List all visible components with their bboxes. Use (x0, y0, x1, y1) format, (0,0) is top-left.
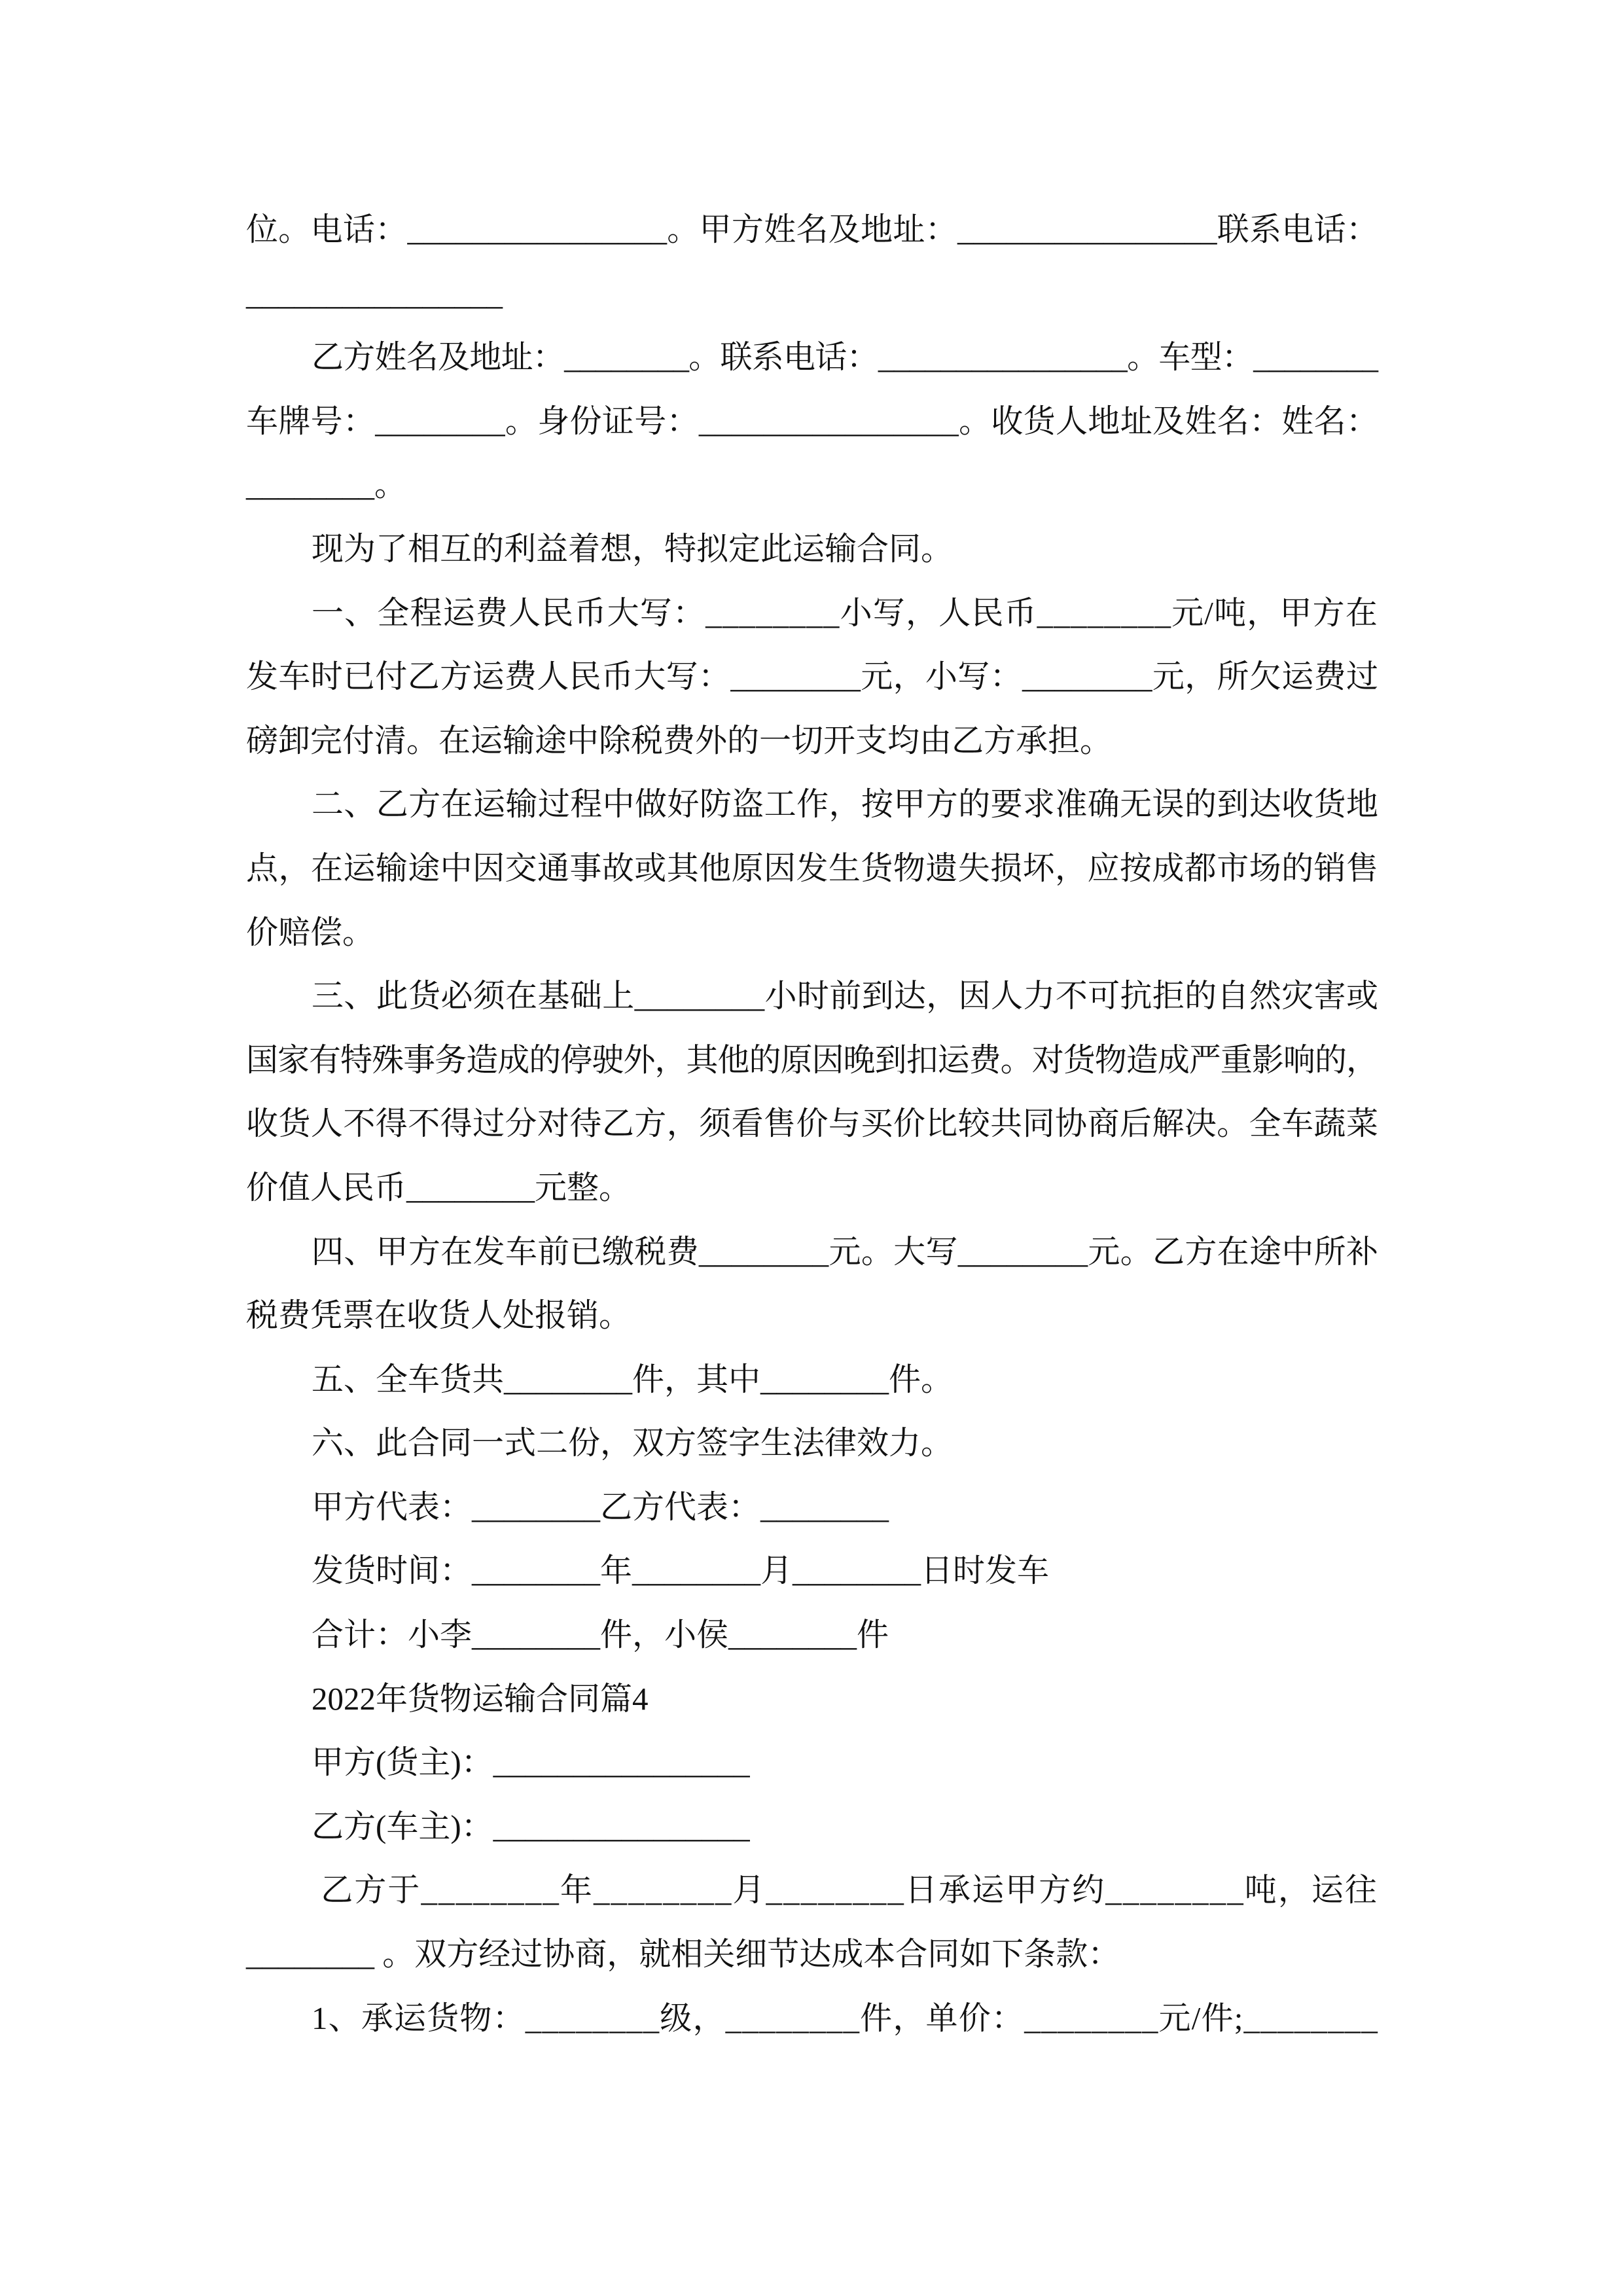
text-line (246, 1411, 1378, 1475)
text-line (246, 1922, 1378, 1986)
text-line (246, 1475, 1378, 1539)
text-line-content: ________。 (246, 467, 407, 503)
text-line-content: 三、此货必须在基础上________小时前到达，因人力不可抗拒的自然灾害或 (312, 978, 1379, 1014)
text-line-content: 国家有特殊事务造成的停驶外，其他的原因晚到扣运费。对货物造成严重影响的， (246, 1041, 1378, 1078)
text-line (246, 1028, 1378, 1092)
text-line (246, 1539, 1378, 1603)
text-line (246, 453, 1378, 517)
text-line-content: 乙方于________年________月________日承运甲方约________吨，运往 (312, 1872, 1378, 1909)
text-line-content: 现为了相互的利益着想，特拟定此运输合同。 (312, 530, 954, 567)
text-line-content: 点，在运输途中因交通事故或其他原因发生货物遗失损坏，应按成都市场的销售 (246, 850, 1379, 886)
text-line-content: 税费凭票在收货人处报销。 (246, 1297, 632, 1334)
text-line-content: 收货人不得不得过分对待乙方，须看售价与买价比较共同协商后解决。全车蔬菜 (246, 1105, 1379, 1142)
text-line (246, 198, 1378, 262)
text-line (246, 772, 1378, 836)
text-line-content: 一、全程运费人民币大写：________小写，人民币________元/吨，甲方在 (312, 594, 1378, 631)
text-line-content: 二、乙方在运输过程中做好防盗工作，按甲方的要求准确无误的到达收货地 (312, 786, 1379, 823)
text-line-content: 磅卸完付清。在运输途中除税费外的一切开支均由乙方承担。 (246, 722, 1113, 759)
text-line-content: 四、甲方在发车前已缴税费________元。大写________元。乙方在途中所补 (312, 1233, 1379, 1270)
text-line-content: 价赔偿。 (246, 914, 375, 950)
text-line (246, 1731, 1378, 1795)
text-line (246, 1603, 1378, 1667)
text-line-content: 五、全车货共________件，其中________件。 (312, 1361, 954, 1397)
text-line (246, 1986, 1378, 2051)
text-line-content: 发车时已付乙方运费人民币大写：________元，小写：________元，所欠运费过 (246, 658, 1379, 695)
text-line (246, 581, 1378, 645)
text-line (246, 709, 1378, 773)
text-line-content: 发货时间：________年________月________日时发车 (312, 1552, 1050, 1589)
text-line-content: 甲方代表：________乙方代表：________ (312, 1488, 889, 1525)
text-line-content: 2022年货物运输合同篇4 (312, 1680, 649, 1717)
contract-document (246, 198, 1378, 2050)
text-line-content: 乙方姓名及地址：________。联系电话：________________。车型：________ (312, 339, 1378, 376)
text-line (246, 325, 1378, 389)
text-line (246, 517, 1378, 581)
text-line-content: ________________ (246, 275, 503, 312)
text-line (246, 1092, 1378, 1156)
text-line (246, 836, 1378, 901)
text-line-content: ________ 。双方经过协商，就相关细节达成本合同如下条款： (246, 1936, 1120, 1973)
text-line-content: 1、承运货物：________级，________件，单价：________元/件;________ (312, 2000, 1378, 2036)
text-line (246, 1348, 1378, 1412)
text-line-content: 位。电话：________________。甲方姓名及地址：________________联系电话： (246, 211, 1379, 247)
text-line (246, 1283, 1378, 1348)
text-line (246, 1156, 1378, 1220)
text-line (246, 1858, 1378, 1922)
text-line-content: 甲方(货主)：________________ (312, 1744, 750, 1781)
text-line-content: 六、此合同一式二份，双方签字生法律效力。 (312, 1425, 954, 1462)
text-line (246, 1667, 1378, 1731)
text-line (246, 262, 1378, 326)
text-line (246, 1795, 1378, 1859)
text-line (246, 964, 1378, 1028)
text-line-content: 合计：小李________件，小侯________件 (312, 1617, 889, 1653)
text-line (246, 645, 1378, 709)
text-line (246, 901, 1378, 965)
text-line (246, 389, 1378, 454)
text-line-content: 乙方(车主)：________________ (312, 1808, 750, 1844)
text-line-content: 价值人民币________元整。 (246, 1169, 632, 1206)
text-line-content: 车牌号：________。身份证号：________________。收货人地址及姓名：姓名： (246, 403, 1379, 439)
text-line (246, 1220, 1378, 1284)
